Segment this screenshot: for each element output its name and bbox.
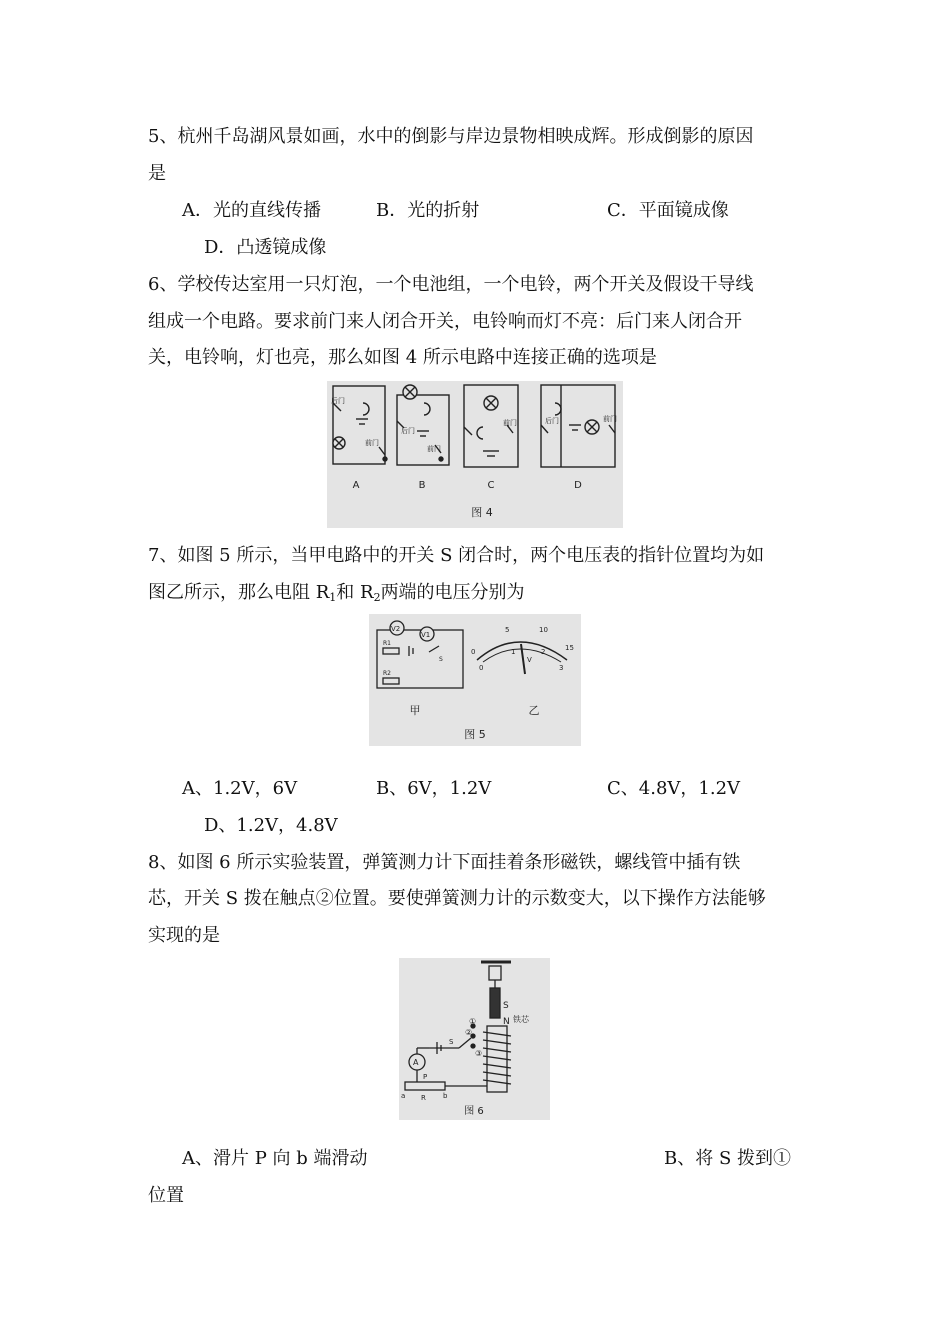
dial-5: 5 bbox=[505, 626, 510, 634]
fig6-slider: P bbox=[423, 1073, 428, 1081]
circuit-d bbox=[541, 385, 615, 467]
q5-option-b: B．光的折射 bbox=[376, 200, 480, 221]
fig5-caption: 图 5 bbox=[464, 728, 486, 741]
q8-option-a: A、滑片 P 向 b 端滑动 bbox=[182, 1148, 368, 1169]
fig4-a-front: 前门 bbox=[365, 439, 379, 447]
fig4-d-back: 后门 bbox=[545, 417, 559, 425]
fig5-v2: V2 bbox=[391, 625, 401, 633]
fig4-label-b: B bbox=[418, 480, 426, 491]
q5-option-a: A．光的直线传播 bbox=[182, 200, 321, 221]
fig5-s: S bbox=[439, 656, 443, 663]
dial-i1: 1 bbox=[511, 648, 516, 656]
q7-option-c: C、4.8V，1.2V bbox=[607, 778, 741, 799]
fig4-caption: 图 4 bbox=[471, 506, 493, 519]
figure-5 bbox=[369, 614, 581, 746]
figure-6 bbox=[399, 958, 550, 1120]
q8-stem-line1: 8、如图 6 所示实验装置，弹簧测力计下面挂着条形磁铁，螺线管中插有铁 bbox=[148, 852, 741, 873]
dial-i2: 2 bbox=[541, 648, 546, 656]
solenoid bbox=[483, 1026, 511, 1092]
fig4-label-a: A bbox=[352, 480, 360, 491]
dial-i0: 0 bbox=[479, 664, 484, 672]
q7-option-d: D、1.2V，4.8V bbox=[204, 815, 338, 836]
fig5-r2: R2 bbox=[383, 670, 391, 677]
fig4-label-c: C bbox=[487, 480, 495, 491]
q5-option-c: C．平面镜成像 bbox=[607, 200, 729, 221]
fig6-ammeter: A bbox=[413, 1058, 419, 1067]
fig6-b: b bbox=[443, 1092, 448, 1100]
fig4-label-d: D bbox=[574, 480, 582, 491]
dial-10: 10 bbox=[539, 626, 548, 634]
q8-option-b: B、将 S 拨到① bbox=[664, 1148, 792, 1169]
voltmeter-dial bbox=[477, 642, 567, 674]
circuit-jia bbox=[377, 621, 463, 688]
q7-option-a: A、1.2V，6V bbox=[182, 778, 298, 799]
q5-stem-line2: 是 bbox=[148, 163, 166, 184]
q7-option-b: B、6V，1.2V bbox=[376, 778, 492, 799]
fig6-core: 铁芯 bbox=[513, 1015, 529, 1024]
q5-stem-line1: 5、杭州千岛湖风景如画，水中的倒影与岸边景物相映成辉。形成倒影的原因 bbox=[148, 126, 754, 147]
fig6-a: a bbox=[401, 1092, 406, 1100]
fig5-left-label: 甲 bbox=[409, 704, 421, 717]
q6-stem-line1: 6、学校传达室用一只灯泡，一个电池组，一个电铃，两个开关及假设干导线 bbox=[148, 274, 754, 295]
figure-4 bbox=[327, 381, 623, 528]
fig6-pole-n: N bbox=[503, 1017, 510, 1027]
dial-i3: 3 bbox=[559, 664, 564, 672]
fig4-c-front: 前门 bbox=[503, 419, 517, 427]
q8-stem-line3: 实现的是 bbox=[148, 925, 220, 946]
fig6-switch: S bbox=[449, 1038, 454, 1046]
q7-stem-line2: 图乙所示，那么电阻 $R_1$和 $R_2$两端的电压分别为 bbox=[148, 582, 525, 604]
fig6-c2: ② bbox=[465, 1028, 473, 1037]
q6-stem-line2: 组成一个电路。要求前门来人闭合开关，电铃响而灯不亮：后门来人闭合开 bbox=[148, 311, 742, 332]
dial-0: 0 bbox=[471, 648, 476, 656]
fig6-caption: 图 6 bbox=[464, 1106, 484, 1117]
q5-option-d: D．凸透镜成像 bbox=[204, 237, 327, 258]
fig4-a-back: 后门 bbox=[331, 397, 345, 405]
fig5-right-label: 乙 bbox=[528, 704, 540, 717]
fig4-b-back: 后门 bbox=[401, 427, 415, 435]
dial-15: 15 bbox=[565, 644, 574, 652]
fig6-r: R bbox=[421, 1094, 426, 1102]
q8-option-b-cont: 位置 bbox=[148, 1185, 184, 1206]
fig6-c3: ③ bbox=[475, 1049, 483, 1058]
fig6-c1: ① bbox=[469, 1017, 477, 1026]
q7-stem-line1: 7、如图 5 所示，当甲电路中的开关 S 闭合时，两个电压表的指针位置均为如 bbox=[148, 545, 765, 566]
fig4-d-front: 前门 bbox=[603, 415, 617, 423]
q8-stem-line2: 芯，开关 S 拨在触点②位置。要使弹簧测力计的示数变大，以下操作方法能够 bbox=[148, 888, 766, 909]
fig5-v1: V1 bbox=[421, 631, 431, 639]
fig6-pole-s: S bbox=[503, 1001, 509, 1011]
circuit-b bbox=[397, 385, 449, 465]
dial-unit: V bbox=[527, 656, 532, 664]
fig5-r1: R1 bbox=[383, 640, 391, 647]
q6-stem-line3: 关，电铃响，灯也亮，那么如图 4 所示电路中连接正确的选项是 bbox=[148, 347, 657, 368]
fig4-b-front: 前门 bbox=[427, 445, 441, 453]
